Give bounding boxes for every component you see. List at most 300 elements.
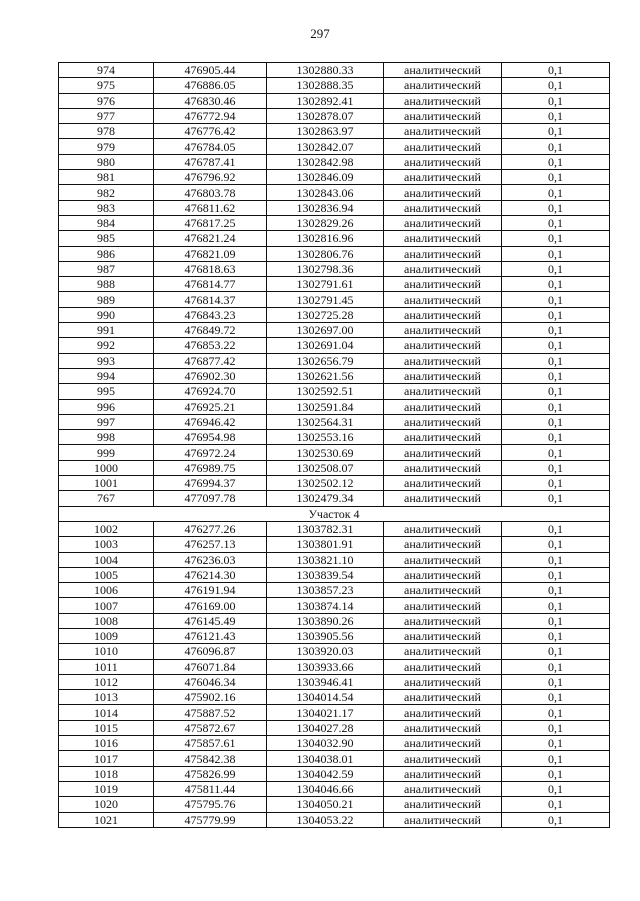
point-number: 1012 (59, 674, 154, 689)
y-coordinate: 1303933.66 (267, 659, 384, 674)
point-number: 979 (59, 139, 154, 154)
table-row (59, 108, 610, 123)
error-value: 0,1 (502, 63, 610, 78)
table-row (59, 659, 610, 674)
method: аналитический (384, 766, 502, 781)
error-value: 0,1 (502, 261, 610, 276)
error-value: 0,1 (502, 368, 610, 383)
error-value: 0,1 (502, 170, 610, 185)
method: аналитический (384, 552, 502, 567)
error-value: 0,1 (502, 613, 610, 628)
point-number: 1000 (59, 460, 154, 475)
table-row (59, 215, 610, 230)
error-value: 0,1 (502, 812, 610, 827)
point-number: 978 (59, 124, 154, 139)
method: аналитический (384, 215, 502, 230)
point-number: 1021 (59, 812, 154, 827)
point-number: 974 (59, 63, 154, 78)
method: аналитический (384, 384, 502, 399)
x-coordinate: 476803.78 (154, 185, 267, 200)
y-coordinate: 1303905.56 (267, 628, 384, 643)
y-coordinate: 1302816.96 (267, 231, 384, 246)
table-row (59, 766, 610, 781)
y-coordinate: 1302863.97 (267, 124, 384, 139)
point-number: 1010 (59, 644, 154, 659)
y-coordinate: 1304038.01 (267, 751, 384, 766)
y-coordinate: 1303920.03 (267, 644, 384, 659)
error-value: 0,1 (502, 766, 610, 781)
x-coordinate: 475779.99 (154, 812, 267, 827)
error-value: 0,1 (502, 307, 610, 322)
y-coordinate: 1302791.45 (267, 292, 384, 307)
y-coordinate: 1302842.98 (267, 154, 384, 169)
y-coordinate: 1303874.14 (267, 598, 384, 613)
table-row (59, 277, 610, 292)
error-value: 0,1 (502, 537, 610, 552)
method: аналитический (384, 124, 502, 139)
y-coordinate: 1304050.21 (267, 797, 384, 812)
error-value: 0,1 (502, 185, 610, 200)
error-value: 0,1 (502, 598, 610, 613)
error-value: 0,1 (502, 323, 610, 338)
error-value: 0,1 (502, 277, 610, 292)
error-value: 0,1 (502, 108, 610, 123)
method: аналитический (384, 583, 502, 598)
x-coordinate: 476924.70 (154, 384, 267, 399)
point-number: 1006 (59, 583, 154, 598)
x-coordinate: 475795.76 (154, 797, 267, 812)
point-number: 1004 (59, 552, 154, 567)
point-number: 990 (59, 307, 154, 322)
x-coordinate: 475811.44 (154, 781, 267, 796)
error-value: 0,1 (502, 552, 610, 567)
section-header-row (59, 506, 610, 521)
y-coordinate: 1302798.36 (267, 261, 384, 276)
error-value: 0,1 (502, 690, 610, 705)
method: аналитический (384, 78, 502, 93)
y-coordinate: 1302592.51 (267, 384, 384, 399)
y-coordinate: 1302564.31 (267, 414, 384, 429)
y-coordinate: 1304032.90 (267, 736, 384, 751)
y-coordinate: 1303946.41 (267, 674, 384, 689)
table-row (59, 368, 610, 383)
error-value: 0,1 (502, 628, 610, 643)
page-number: 297 (310, 26, 330, 41)
x-coordinate: 476046.34 (154, 674, 267, 689)
table-row (59, 231, 610, 246)
method: аналитический (384, 476, 502, 491)
table-row (59, 476, 610, 491)
point-number: 997 (59, 414, 154, 429)
table-row (59, 460, 610, 475)
table-row (59, 812, 610, 827)
table-row (59, 613, 610, 628)
point-number: 986 (59, 246, 154, 261)
x-coordinate: 475902.16 (154, 690, 267, 705)
table-body-part2 (59, 521, 610, 827)
point-number: 994 (59, 368, 154, 383)
table-row (59, 338, 610, 353)
x-coordinate: 476096.87 (154, 644, 267, 659)
x-coordinate: 477097.78 (154, 491, 267, 506)
point-number: 993 (59, 353, 154, 368)
method: аналитический (384, 139, 502, 154)
x-coordinate: 476787.41 (154, 154, 267, 169)
error-value: 0,1 (502, 476, 610, 491)
x-coordinate: 476811.62 (154, 200, 267, 215)
error-value: 0,1 (502, 246, 610, 261)
error-value: 0,1 (502, 338, 610, 353)
y-coordinate: 1302846.09 (267, 170, 384, 185)
error-value: 0,1 (502, 460, 610, 475)
x-coordinate: 476954.98 (154, 430, 267, 445)
point-number: 1005 (59, 567, 154, 582)
point-number: 995 (59, 384, 154, 399)
point-number: 1001 (59, 476, 154, 491)
point-number: 996 (59, 399, 154, 414)
method: аналитический (384, 628, 502, 643)
point-number: 987 (59, 261, 154, 276)
error-value: 0,1 (502, 93, 610, 108)
error-value: 0,1 (502, 705, 610, 720)
x-coordinate: 476121.43 (154, 628, 267, 643)
x-coordinate: 476818.63 (154, 261, 267, 276)
method: аналитический (384, 720, 502, 735)
method: аналитический (384, 292, 502, 307)
error-value: 0,1 (502, 399, 610, 414)
y-coordinate: 1304046.66 (267, 781, 384, 796)
point-number: 1009 (59, 628, 154, 643)
point-number: 1020 (59, 797, 154, 812)
table-row (59, 690, 610, 705)
table-row (59, 674, 610, 689)
error-value: 0,1 (502, 781, 610, 796)
y-coordinate: 1302836.94 (267, 200, 384, 215)
x-coordinate: 476830.46 (154, 93, 267, 108)
x-coordinate: 476905.44 (154, 63, 267, 78)
x-coordinate: 476071.84 (154, 659, 267, 674)
point-number: 1014 (59, 705, 154, 720)
y-coordinate: 1302843.06 (267, 185, 384, 200)
error-value: 0,1 (502, 154, 610, 169)
y-coordinate: 1302591.84 (267, 399, 384, 414)
x-coordinate: 475826.99 (154, 766, 267, 781)
table-row (59, 261, 610, 276)
x-coordinate: 476946.42 (154, 414, 267, 429)
table-row (59, 644, 610, 659)
error-value: 0,1 (502, 78, 610, 93)
method: аналитический (384, 644, 502, 659)
table-row (59, 430, 610, 445)
method: аналитический (384, 63, 502, 78)
x-coordinate: 476925.21 (154, 399, 267, 414)
method: аналитический (384, 414, 502, 429)
point-number: 1003 (59, 537, 154, 552)
table-row (59, 399, 610, 414)
table-row (59, 170, 610, 185)
x-coordinate: 476886.05 (154, 78, 267, 93)
table-row (59, 93, 610, 108)
x-coordinate: 476784.05 (154, 139, 267, 154)
y-coordinate: 1303839.54 (267, 567, 384, 582)
y-coordinate: 1302508.07 (267, 460, 384, 475)
table-row (59, 583, 610, 598)
point-number: 998 (59, 430, 154, 445)
x-coordinate: 476843.23 (154, 307, 267, 322)
y-coordinate: 1302725.28 (267, 307, 384, 322)
error-value: 0,1 (502, 751, 610, 766)
method: аналитический (384, 108, 502, 123)
error-value: 0,1 (502, 292, 610, 307)
x-coordinate: 475842.38 (154, 751, 267, 766)
y-coordinate: 1302502.12 (267, 476, 384, 491)
point-number: 988 (59, 277, 154, 292)
point-number: 984 (59, 215, 154, 230)
table-row (59, 797, 610, 812)
y-coordinate: 1302892.41 (267, 93, 384, 108)
x-coordinate: 476817.25 (154, 215, 267, 230)
error-value: 0,1 (502, 414, 610, 429)
method: аналитический (384, 93, 502, 108)
table-row (59, 124, 610, 139)
error-value: 0,1 (502, 200, 610, 215)
x-coordinate: 476853.22 (154, 338, 267, 353)
method: аналитический (384, 751, 502, 766)
y-coordinate: 1303801.91 (267, 537, 384, 552)
error-value: 0,1 (502, 797, 610, 812)
y-coordinate: 1302829.26 (267, 215, 384, 230)
y-coordinate: 1302621.56 (267, 368, 384, 383)
error-value: 0,1 (502, 720, 610, 735)
table-row (59, 154, 610, 169)
x-coordinate: 475857.61 (154, 736, 267, 751)
method: аналитический (384, 674, 502, 689)
error-value: 0,1 (502, 139, 610, 154)
method: аналитический (384, 307, 502, 322)
method: аналитический (384, 246, 502, 261)
x-coordinate: 475872.67 (154, 720, 267, 735)
table-row (59, 705, 610, 720)
method: аналитический (384, 231, 502, 246)
point-number: 1017 (59, 751, 154, 766)
x-coordinate: 476821.24 (154, 231, 267, 246)
y-coordinate: 1302553.16 (267, 430, 384, 445)
table-row (59, 521, 610, 536)
y-coordinate: 1302479.34 (267, 491, 384, 506)
method: аналитический (384, 521, 502, 536)
error-value: 0,1 (502, 659, 610, 674)
point-number: 1015 (59, 720, 154, 735)
x-coordinate: 476902.30 (154, 368, 267, 383)
method: аналитический (384, 154, 502, 169)
method: аналитический (384, 170, 502, 185)
x-coordinate: 476814.77 (154, 277, 267, 292)
y-coordinate: 1304021.17 (267, 705, 384, 720)
table-row (59, 78, 610, 93)
table-row (59, 598, 610, 613)
method: аналитический (384, 261, 502, 276)
y-coordinate: 1303821.10 (267, 552, 384, 567)
error-value: 0,1 (502, 124, 610, 139)
table-row (59, 628, 610, 643)
y-coordinate: 1302530.69 (267, 445, 384, 460)
error-value: 0,1 (502, 674, 610, 689)
table-row (59, 323, 610, 338)
y-coordinate: 1304014.54 (267, 690, 384, 705)
y-coordinate: 1304027.28 (267, 720, 384, 735)
point-number: 985 (59, 231, 154, 246)
method: аналитический (384, 797, 502, 812)
y-coordinate: 1302697.00 (267, 323, 384, 338)
method: аналитический (384, 353, 502, 368)
table-row (59, 246, 610, 261)
method: аналитический (384, 812, 502, 827)
y-coordinate: 1303890.26 (267, 613, 384, 628)
point-number: 982 (59, 185, 154, 200)
error-value: 0,1 (502, 231, 610, 246)
error-value: 0,1 (502, 567, 610, 582)
point-number: 977 (59, 108, 154, 123)
x-coordinate: 475887.52 (154, 705, 267, 720)
method: аналитический (384, 613, 502, 628)
point-number: 983 (59, 200, 154, 215)
error-value: 0,1 (502, 353, 610, 368)
x-coordinate: 476145.49 (154, 613, 267, 628)
method: аналитический (384, 659, 502, 674)
x-coordinate: 476796.92 (154, 170, 267, 185)
y-coordinate: 1304042.59 (267, 766, 384, 781)
table-row (59, 567, 610, 582)
method: аналитический (384, 323, 502, 338)
error-value: 0,1 (502, 491, 610, 506)
y-coordinate: 1302656.79 (267, 353, 384, 368)
method: аналитический (384, 690, 502, 705)
method: аналитический (384, 430, 502, 445)
x-coordinate: 476972.24 (154, 445, 267, 460)
x-coordinate: 476257.13 (154, 537, 267, 552)
x-coordinate: 476772.94 (154, 108, 267, 123)
table-row (59, 139, 610, 154)
table-row (59, 63, 610, 78)
y-coordinate: 1302878.07 (267, 108, 384, 123)
section-title: Участок 4 (59, 506, 610, 521)
table-row (59, 537, 610, 552)
table-row (59, 414, 610, 429)
x-coordinate: 476821.09 (154, 246, 267, 261)
table-row (59, 736, 610, 751)
error-value: 0,1 (502, 736, 610, 751)
method: аналитический (384, 277, 502, 292)
y-coordinate: 1302880.33 (267, 63, 384, 78)
point-number: 980 (59, 154, 154, 169)
x-coordinate: 476814.37 (154, 292, 267, 307)
error-value: 0,1 (502, 583, 610, 598)
point-number: 1008 (59, 613, 154, 628)
point-number: 999 (59, 445, 154, 460)
method: аналитический (384, 368, 502, 383)
table-row (59, 751, 610, 766)
method: аналитический (384, 445, 502, 460)
x-coordinate: 476877.42 (154, 353, 267, 368)
point-number: 981 (59, 170, 154, 185)
y-coordinate: 1302842.07 (267, 139, 384, 154)
error-value: 0,1 (502, 215, 610, 230)
point-number: 976 (59, 93, 154, 108)
x-coordinate: 476214.30 (154, 567, 267, 582)
table-row (59, 292, 610, 307)
point-number: 767 (59, 491, 154, 506)
y-coordinate: 1302806.76 (267, 246, 384, 261)
point-number: 1018 (59, 766, 154, 781)
x-coordinate: 476236.03 (154, 552, 267, 567)
x-coordinate: 476277.26 (154, 521, 267, 536)
table-row (59, 200, 610, 215)
table-row (59, 491, 610, 506)
point-number: 1002 (59, 521, 154, 536)
table-row (59, 720, 610, 735)
y-coordinate: 1303782.31 (267, 521, 384, 536)
table-row (59, 781, 610, 796)
table-row (59, 445, 610, 460)
table-row (59, 552, 610, 567)
x-coordinate: 476169.00 (154, 598, 267, 613)
y-coordinate: 1304053.22 (267, 812, 384, 827)
x-coordinate: 476989.75 (154, 460, 267, 475)
method: аналитический (384, 491, 502, 506)
point-number: 989 (59, 292, 154, 307)
y-coordinate: 1302791.61 (267, 277, 384, 292)
method: аналитический (384, 705, 502, 720)
point-number: 1007 (59, 598, 154, 613)
table-row (59, 353, 610, 368)
method: аналитический (384, 399, 502, 414)
point-number: 1011 (59, 659, 154, 674)
y-coordinate: 1302888.35 (267, 78, 384, 93)
method: аналитический (384, 200, 502, 215)
method: аналитический (384, 781, 502, 796)
method: аналитический (384, 598, 502, 613)
x-coordinate: 476849.72 (154, 323, 267, 338)
point-number: 1016 (59, 736, 154, 751)
table-row (59, 384, 610, 399)
coordinates-table (58, 62, 610, 828)
method: аналитический (384, 185, 502, 200)
point-number: 991 (59, 323, 154, 338)
error-value: 0,1 (502, 445, 610, 460)
point-number: 992 (59, 338, 154, 353)
error-value: 0,1 (502, 384, 610, 399)
point-number: 975 (59, 78, 154, 93)
x-coordinate: 476994.37 (154, 476, 267, 491)
error-value: 0,1 (502, 430, 610, 445)
method: аналитический (384, 460, 502, 475)
x-coordinate: 476776.42 (154, 124, 267, 139)
y-coordinate: 1303857.23 (267, 583, 384, 598)
x-coordinate: 476191.94 (154, 583, 267, 598)
method: аналитический (384, 567, 502, 582)
table-body-part1 (59, 63, 610, 507)
method: аналитический (384, 537, 502, 552)
error-value: 0,1 (502, 521, 610, 536)
table-row (59, 307, 610, 322)
point-number: 1019 (59, 781, 154, 796)
method: аналитический (384, 338, 502, 353)
error-value: 0,1 (502, 644, 610, 659)
y-coordinate: 1302691.04 (267, 338, 384, 353)
table-row (59, 185, 610, 200)
point-number: 1013 (59, 690, 154, 705)
method: аналитический (384, 736, 502, 751)
